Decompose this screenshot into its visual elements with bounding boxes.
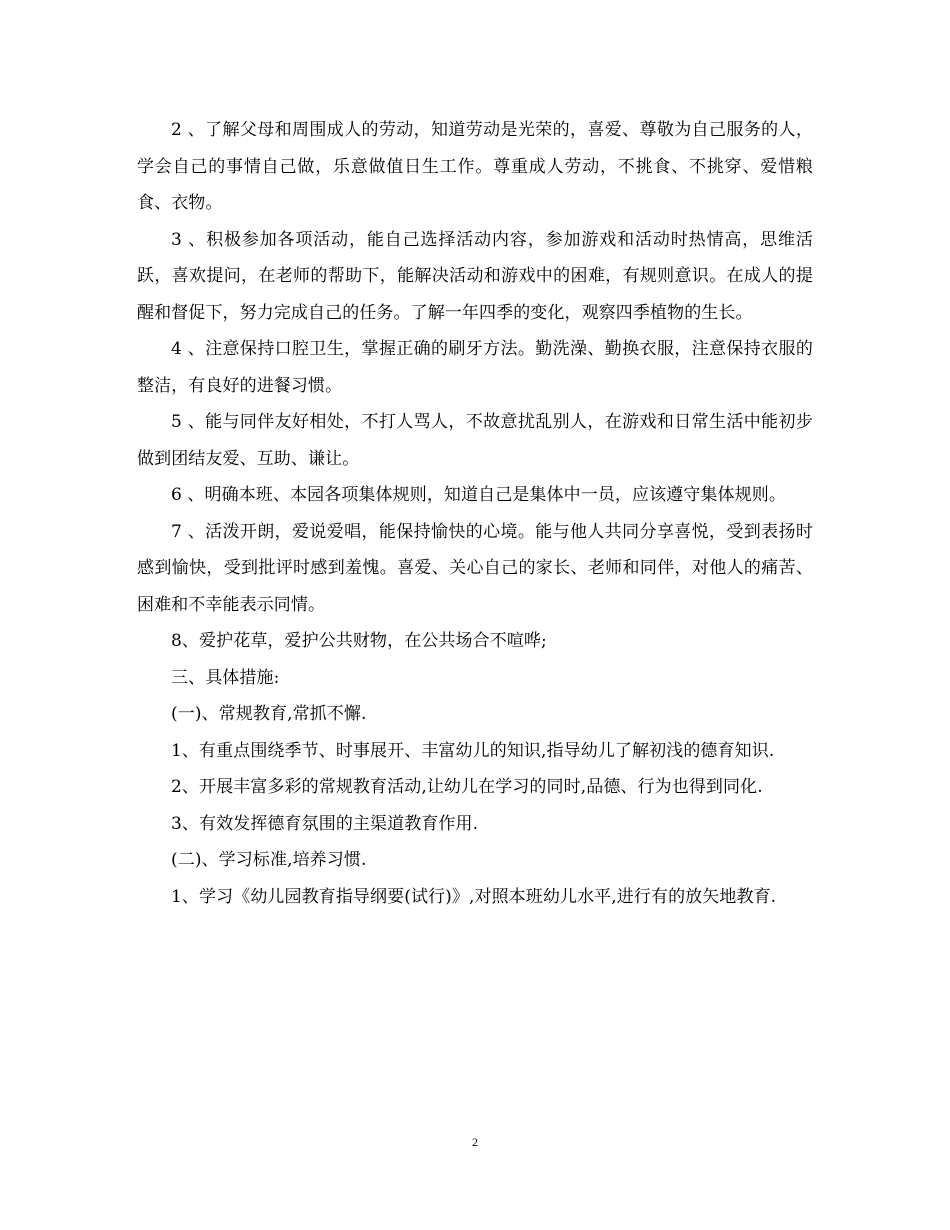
subsection-heading: (一)、常规教育,常抓不懈. (171, 704, 367, 724)
document-body (137, 112, 813, 915)
paragraph: 8、爱护花草，爱护公共财物，在公共场合不喧哗; (171, 631, 547, 651)
paragraph: 6 、明确本班、本园各项集体规则，知道自己是集体中一员，应该遵守集体规则。 (171, 485, 786, 505)
paragraph: 2 、了解父母和周围成人的劳动，知道劳动是光荣的，喜爱、尊敬为自己服务的人，学会自己的事情自己做，乐意做值日生工作。尊重成人劳动，不挑食、不挑穿、爱惜粮食、衣物。 (137, 120, 813, 213)
subsection-heading: (二)、学习标准,培养习惯. (171, 850, 367, 870)
paragraph: 1、学习《幼儿园教育指导纲要(试行)》,对照本班幼儿水平,进行有的放矢地教育. (171, 886, 777, 907)
paragraph: 4 、注意保持口腔卫生，掌握正确的刷牙方法。勤洗澡、勤换衣服，注意保持衣服的整洁，有良好的进餐习惯。 (137, 339, 813, 396)
paragraph: 7 、活泼开朗，爱说爱唱，能保持愉快的心境。能与他人共同分享喜悦，受到表扬时感到愉快，受到批评时感到羞愧。喜爱、关心自己的家长、老师和同伴，对他人的痛苦、困难和不幸能表示同情。 (137, 521, 813, 615)
paragraph: 3 、积极参加各项活动，能自己选择活动内容，参加游戏和活动时热情高，思维活跃，喜欢提问，在老师的帮助下，能解决活动和游戏中的困难，有规则意识。在成人的提醒和督促下，努力完成自己的任务。了解一年四季的变化，观察四季植物的生长。 (137, 229, 813, 323)
page-number: 2 (472, 1135, 478, 1149)
paragraph: 3、有效发挥德育氛围的主渠道教育作用. (171, 813, 479, 834)
section-heading: 三、具体措施: (171, 667, 280, 688)
paragraph: 5 、能与同伴友好相处，不打人骂人，不故意扰乱别人，在游戏和日常生活中能初步做到团结友爱、互助、谦让。 (137, 412, 813, 469)
paragraph: 2、开展丰富多彩的常规教育活动,让幼儿在学习的同时,品德、行为也得到同化. (171, 777, 763, 797)
paragraph: 1、有重点围绕季节、时事展开、丰富幼儿的知识,指导幼儿了解初浅的德育知识. (171, 740, 775, 761)
